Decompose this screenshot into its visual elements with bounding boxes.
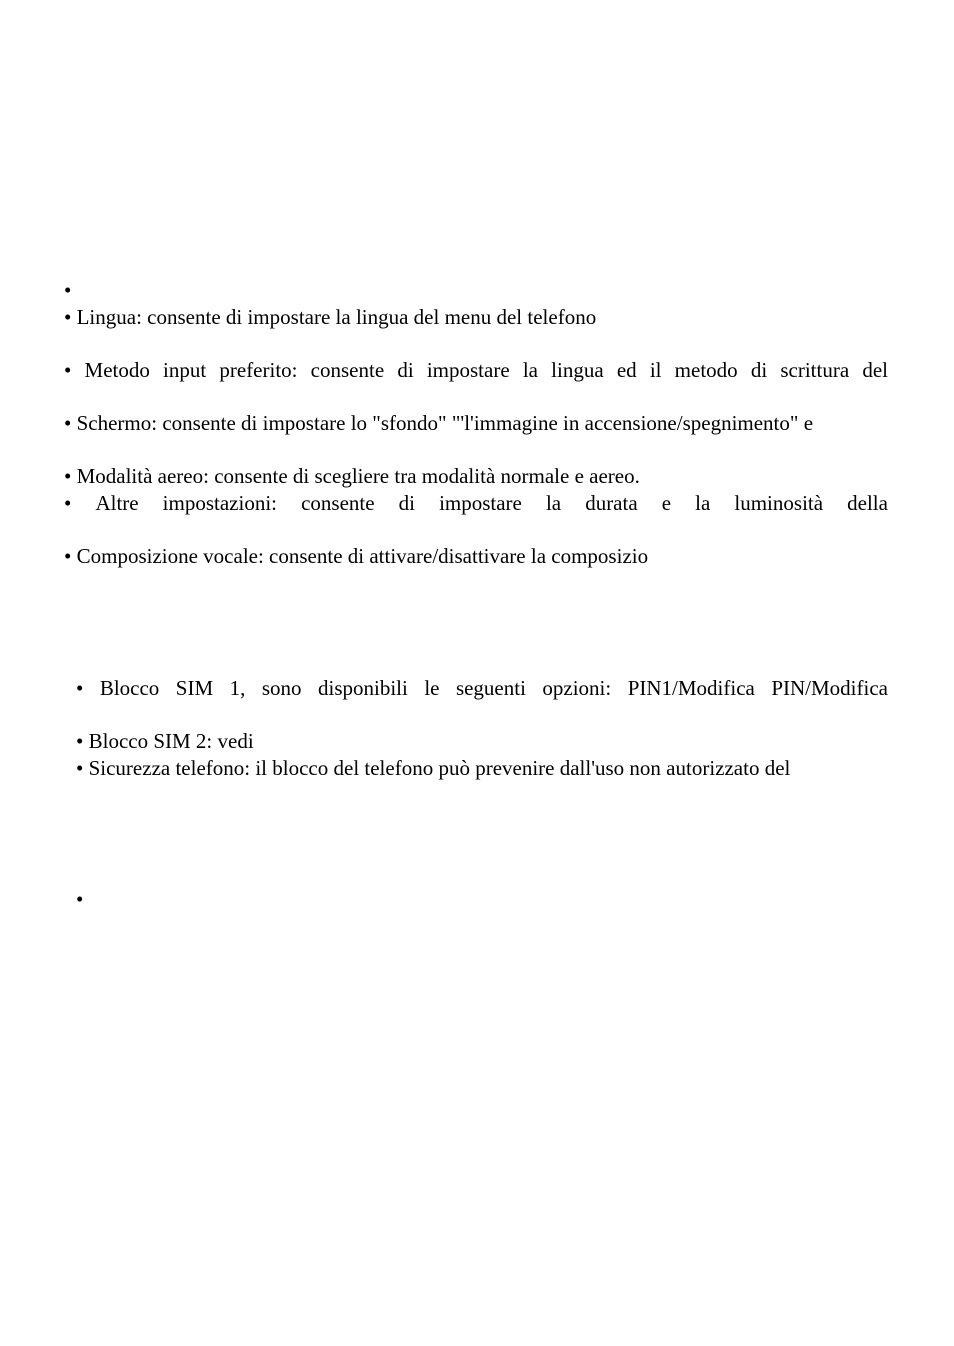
word: • xyxy=(64,491,72,515)
word: PIN/Modifica xyxy=(771,676,888,700)
word: scrittura xyxy=(780,358,850,382)
word: PIN1/Modifica xyxy=(627,676,755,700)
word: consente xyxy=(310,358,385,382)
word: metodo xyxy=(674,358,738,382)
item-modalita-aereo: • Modalità aereo: consente di scegliere tra modalità normale e aereo. xyxy=(64,464,640,488)
word: luminosità xyxy=(734,491,824,515)
word: le xyxy=(424,676,440,700)
word: • xyxy=(64,358,72,382)
item-sicurezza-telefono: • Sicurezza telefono: il blocco del telefono può prevenire dall'uso non autorizzato del xyxy=(76,756,791,780)
item-altre-impostazioni xyxy=(64,490,888,516)
item-metodo-input xyxy=(64,357,888,383)
word: • xyxy=(76,676,84,700)
word: di xyxy=(397,358,414,382)
word: SIM xyxy=(175,676,214,700)
word: seguenti xyxy=(455,676,526,700)
item-blocco-sim-1 xyxy=(76,675,888,701)
word: sono xyxy=(261,676,302,700)
word: input xyxy=(163,358,207,382)
word: e xyxy=(661,491,672,515)
item-schermo: • Schermo: consente di impostare lo "sfondo" "'l'immagine in accensione/spegnimento" e xyxy=(64,411,814,435)
word: impostazioni: xyxy=(162,491,277,515)
word: Blocco xyxy=(99,676,160,700)
word: la xyxy=(522,358,538,382)
word: Metodo xyxy=(84,358,150,382)
item-composizione-vocale: • Composizione vocale: consente di attivare/disattivare la composizio xyxy=(64,544,649,568)
word: 1, xyxy=(229,676,246,700)
word: la xyxy=(695,491,711,515)
word: la xyxy=(545,491,562,515)
word: consente xyxy=(301,491,375,515)
word: Altre xyxy=(95,491,139,515)
word: impostare xyxy=(426,358,510,382)
word: di xyxy=(398,491,415,515)
item-lingua: • Lingua: consente di impostare la lingua del menu del telefono xyxy=(64,305,597,329)
word: ed xyxy=(616,358,637,382)
word: opzioni: xyxy=(542,676,612,700)
empty-bullet: • xyxy=(64,278,72,302)
word: il xyxy=(649,358,662,382)
word: disponibili xyxy=(317,676,408,700)
word: impostare xyxy=(439,491,522,515)
empty-bullet-2: • xyxy=(76,887,84,911)
item-blocco-sim-2: • Blocco SIM 2: vedi xyxy=(76,729,254,753)
word: del xyxy=(862,358,888,382)
word: di xyxy=(750,358,768,382)
word: della xyxy=(847,491,888,515)
word: durata xyxy=(585,491,638,515)
word: preferito: xyxy=(219,358,298,382)
word: lingua xyxy=(551,358,604,382)
